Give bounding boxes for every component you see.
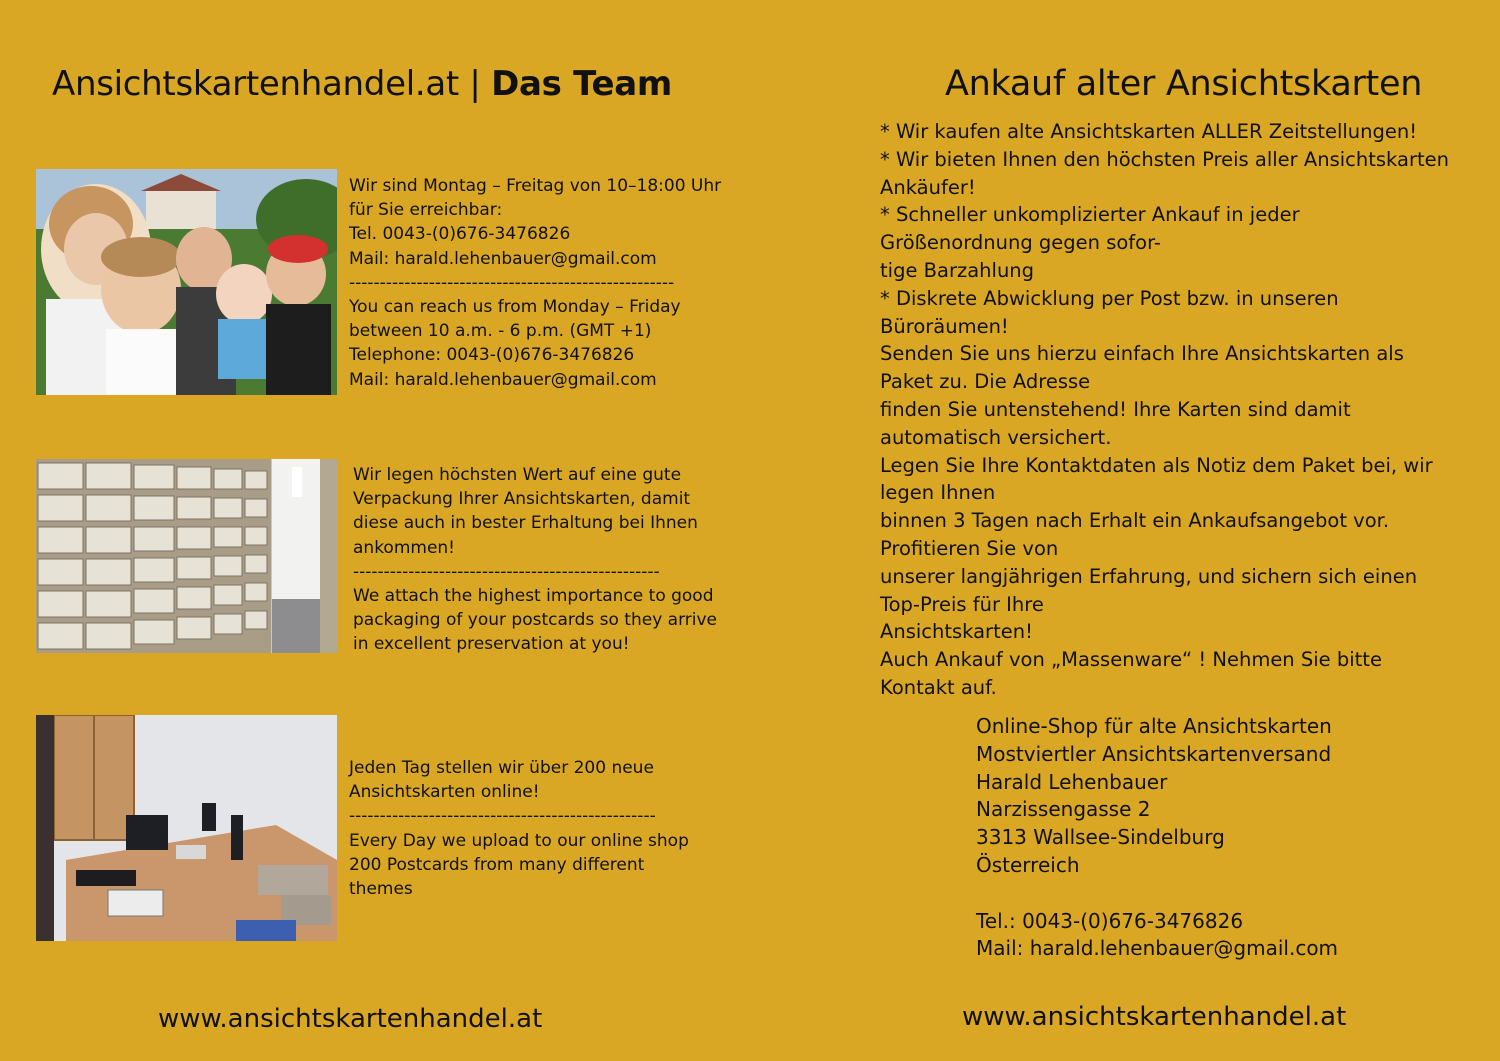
archive-photo-icon	[36, 459, 337, 653]
office-photo	[36, 715, 337, 941]
archive-photo	[36, 459, 337, 653]
packaging-text: Wir legen höchsten Wert auf eine gute Verpackung Ihrer Ansichtskarten, damit diese auch in bester Erhaltung bei Ihnen ankommen! -------------------------------------------------- We attach the highest importance to good packaging of your postcards so they arrive in excellent preservation at you!	[353, 465, 718, 655]
right-page-title: Ankauf alter Ansichtskarten	[945, 64, 1423, 104]
family-photo-icon	[36, 169, 337, 395]
family-photo	[36, 169, 337, 395]
footer-website-link-right[interactable]: www.ansichtskartenhandel.at	[962, 1002, 1347, 1032]
title-team: Das Team	[491, 64, 673, 104]
purchase-info-text: * Wir kaufen alte Ansichtskarten ALLER Zeitstellungen! * Wir bieten Ihnen den höchsten Preis aller Ansichtskarten Ankäufer! * Schneller unkomplizierter Ankauf in jeder Größenordnung gegen sofor- tige Barzahlung * Diskrete Abwicklung per Post bzw. in unseren Büroräumen! Senden Sie uns hierzu einfach Ihre Ansichtskarten als Paket zu. Die Adresse finden Sie untenstehend! Ihre Karten sind damit automatisch versichert. Legen Sie Ihre Kontaktdaten als Notiz dem Paket bei, wir legen Ihnen binnen 3 Tagen nach Erhalt ein Ankaufsangebot vor. Profitieren Sie von unserer langjährigen Erfahrung, und sichern sich einen Top-Preis für Ihre Ansichtskarten! Auch Ankauf von „Massenware“ ! Nehmen Sie bitte Kontakt auf.	[880, 120, 1449, 699]
footer-website-link-left[interactable]: www.ansichtskartenhandel.at	[158, 1004, 543, 1034]
contact-hours-text: Wir sind Montag – Freitag von 10–18:00 Uhr für Sie erreichbar: Tel. 0043-(0)676-3476826 Mail: harald.lehenbauer@gmail.com ----------------------------------------------------- You can reach us from Monday – Friday between 10 a.m. - 6 p.m. (GMT +1) Telephone: 0043-(0)676-3476826 Mail: harald.lehenbauer@gmail.com	[349, 176, 722, 390]
office-photo-icon	[36, 715, 337, 941]
shop-address: Online-Shop für alte Ansichtskarten Mostviertler Ansichtskartenversand Harald Lehenbauer Narzissengasse 2 3313 Wallsee-Sindelburg Österreich Tel.: 0043-(0)676-3476826 Mail: harald.lehenbauer@gmail.com	[976, 714, 1339, 961]
daily-upload-text: Jeden Tag stellen wir über 200 neue Ansichtskarten online! -------------------------------------------------- Every Day we upload to our online shop 200 Postcards from many different themes	[349, 758, 689, 900]
left-page-title	[52, 64, 672, 104]
title-site-name: Ansichtskartenhandel.at |	[52, 64, 492, 104]
